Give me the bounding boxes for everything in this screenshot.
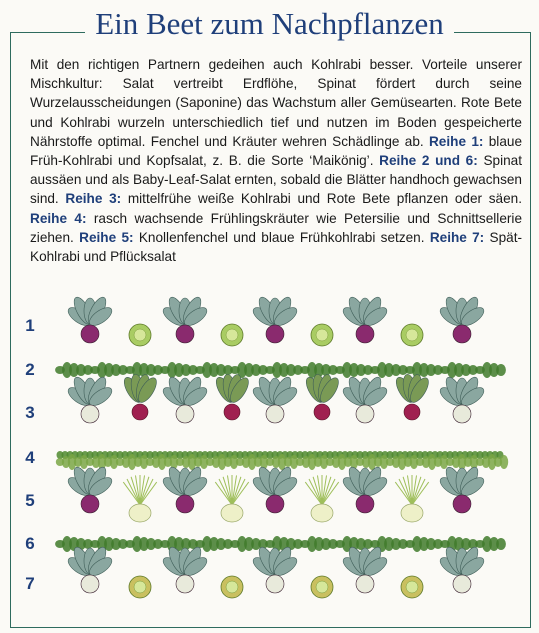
kohlrabi-blau-plant [160, 295, 209, 343]
row-label-2: Reihe 2 und 6: [379, 153, 478, 169]
row-number-3: 3 [25, 403, 35, 422]
rote-bete-plant [303, 373, 342, 420]
kohlrabi-blau-plant [340, 295, 389, 343]
kohlrabi-weiss-plant [437, 375, 486, 423]
salad-head [401, 324, 423, 346]
rote-bete-plant [121, 373, 160, 420]
kohlrabi-blau-plant [340, 465, 389, 513]
kohlrabi-weiss-plant [160, 375, 209, 423]
fenchel-plant [305, 475, 338, 522]
fenchel-plant [123, 475, 156, 522]
row-number-6: 6 [25, 534, 35, 553]
kohlrabi-weiss-plant [160, 545, 209, 593]
page-title-text: Ein Beet zum Nachpflanzen [85, 6, 454, 41]
row-number-5: 5 [25, 491, 35, 510]
row-label-7: Reihe 7: [429, 229, 485, 245]
kohlrabi-blau-plant [65, 465, 114, 513]
kohlrabi-blau-plant [65, 295, 114, 343]
kohlrabi-blau-plant [437, 295, 486, 343]
row-number-1: 1 [25, 316, 35, 335]
row-number-2: 2 [25, 360, 35, 379]
kohlrabi-blau-plant [160, 465, 209, 513]
rote-bete-plant [213, 373, 252, 420]
row-label-4: Reihe 4: [30, 210, 87, 226]
salad-head [129, 324, 151, 346]
kohlrabi-weiss-plant [65, 545, 114, 593]
row-text-1: blaue Früh-Kohlrabi und Kopfsalat, z. B. die Sorte ‘Maikönig’. [30, 133, 523, 169]
salad-head [221, 576, 243, 598]
kohlrabi-blau-plant [250, 295, 299, 343]
row-text-4: rasch wachsende Frühlingskräuter wie Petersilie und Schnittsellerie ziehen. [30, 210, 522, 245]
intro-paragraph: Mit den richtigen Partnern gedeihen auch Kohlrabi besser. Vorteile unserer Mischkultur: Salat vertreibt Erdflöhe, Spinat fördert durch seine Wurzelausscheidungen (Saponine) das Wachstum aller Gemüsearten. Rote Bete und Kohlrabi wurzeln unterschiedlich tief und nutzen im Boden gespeicherte Nährstoffe optimal. Fenchel und Kräuter wehren Schädlinge ab. [30, 57, 522, 149]
row-label-3: Reihe 3: [65, 191, 122, 207]
sown-row [55, 362, 506, 378]
row-number-7: 7 [25, 574, 35, 593]
kohlrabi-weiss-plant [65, 375, 114, 423]
salad-head [311, 324, 333, 346]
kohlrabi-weiss-plant [340, 375, 389, 423]
row-number-4: 4 [25, 448, 35, 467]
row-label-1: Reihe 1: [428, 133, 484, 149]
fenchel-plant [215, 475, 248, 522]
salad-head [221, 324, 243, 346]
salad-head [311, 576, 333, 598]
row-text-3: mittelfrühe weiße Kohlrabi und Rote Bete pflanzen oder säen. [121, 191, 522, 207]
row-text-2: Spinat aussäen und als Baby-Leaf-Salat ernten, sobald die Blätter handhoch gewachsen sind. [30, 153, 523, 207]
kohlrabi-blau-plant [250, 465, 299, 513]
row-text-7: Spät-Kohlrabi und Pflücksalat [30, 229, 523, 265]
row-label-5: Reihe 5: [79, 229, 134, 245]
sown-row [55, 536, 506, 552]
kohlrabi-weiss-plant [437, 545, 486, 593]
rote-bete-plant [393, 373, 432, 420]
row-text-5: Knollenfenchel und blaue Frühkohlrabi setzen. [133, 229, 430, 245]
salad-head [129, 576, 151, 598]
kohlrabi-weiss-plant [250, 545, 299, 593]
salad-head [401, 576, 423, 598]
fenchel-plant [395, 475, 428, 522]
kohlrabi-weiss-plant [250, 375, 299, 423]
kohlrabi-blau-plant [437, 465, 486, 513]
